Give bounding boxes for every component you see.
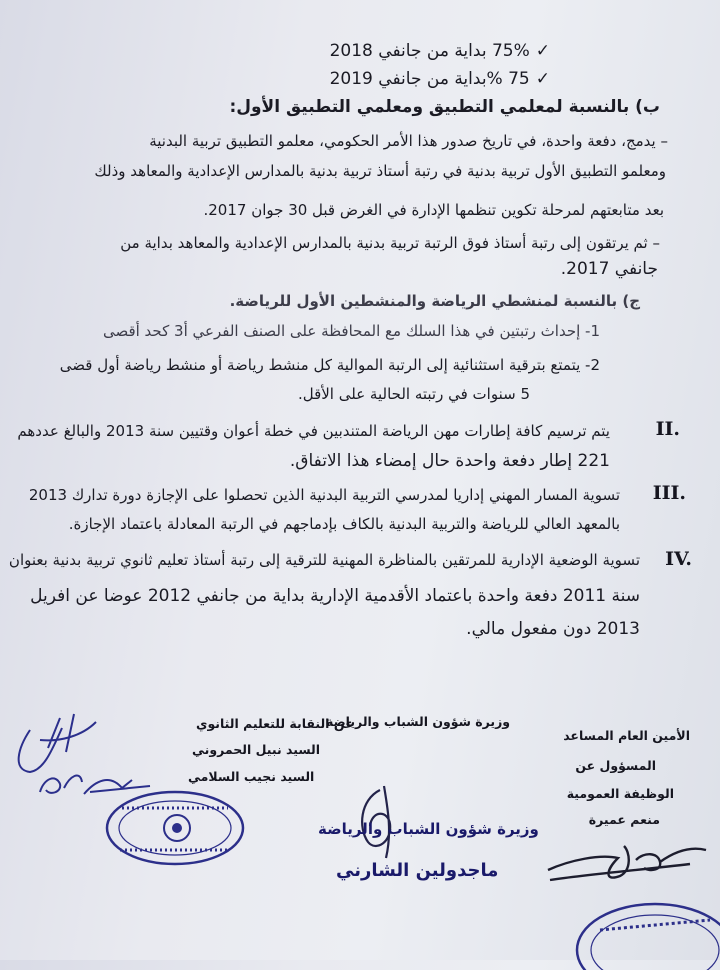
section-III-line2: بالمعهد العالي للرياضة والتربية البدنية بالكاف بإدماجهم في الرتبة المعادلة باعتماد الإجازة. xyxy=(68,515,620,533)
section-b-p1-line3: بعد متابعتهم لمرحلة تكوين تنظمها الإدارة في الغرض قبل 30 جوان 2017. xyxy=(203,201,664,219)
item-2019-text: 75 %بداية من جانفي 2019 xyxy=(329,69,530,89)
union-signature-title: عن النقابة للتعليم الثانوي xyxy=(196,716,354,731)
union-signatory-2: السيد نجيب السلامي xyxy=(188,769,315,784)
section-b-p1-line1: – يدمج، دفعة واحدة، في تاريخ صدور هذا الأمر الحكومي، معلمو التطبيق تربية البدنية xyxy=(149,132,668,150)
section-c-heading: ج) بالنسبة لمنشطي الرياضة والمنشطين الأول للرياضة. xyxy=(229,292,640,310)
section-b-p1-line2: ومعلمو التطبيق الأول تربية بدنية في رتبة أستاذ تربية بدنية بالمدارس الإعدادية والمعاهد وذلك xyxy=(94,162,666,180)
item-2018 xyxy=(330,40,550,62)
ministry-stamp-title: وزيرة شؤون الشباب والرياضة xyxy=(318,820,539,838)
item-2019 xyxy=(330,68,550,90)
section-c-item1: 1- إحداث رتبتين في هذا السلك مع المحافظة على الصنف الفرعي أ3 كحد أقصى xyxy=(102,322,600,340)
section-c-item2-line1: 2- يتمتع بترقية استثنائية إلى الرتبة الموالية كل منشط رياضة أو منشط رياضة أول قضى xyxy=(59,356,600,374)
section-b-p2-line2: جانفي 2017. xyxy=(560,259,658,279)
section-IV-line1: تسوية الوضعية الإدارية للمرتقين بالمناظرة المهنية للترقية إلى رتبة أستاذ تعليم ثانوي تربية بدنية بعنوان xyxy=(8,551,640,569)
checkmark-icon: ✓ xyxy=(535,41,550,61)
section-II-line2: 221 إطار دفعة واحدة حال إمضاء هذا الاتفاق. xyxy=(289,451,610,471)
union-signatory-1: السيد نبيل الحمروني xyxy=(192,742,321,757)
ministry-stamp-name: ماجدولين الشارني xyxy=(336,860,499,881)
section-c-item2-line2: 5 سنوات في رتبته الحالية على الأقل. xyxy=(297,385,530,403)
union-stamp xyxy=(100,788,250,868)
numeral-III: III. xyxy=(652,482,686,504)
section-IV-line2: سنة 2011 دفعة واحدة باعتماد الأقدمية الإدارية بداية من جانفي 2012 عوضا عن افريل xyxy=(30,586,640,606)
government-stamp xyxy=(560,890,720,970)
checkmark-icon: ✓ xyxy=(535,69,550,89)
government-responsibility-1: المسؤول عن xyxy=(575,758,656,773)
section-b-p2-line1: – ثم يرتقون إلى رتبة أستاذ فوق الرتبة تربية بدنية بالمدارس الإعدادية والمعاهد بداية من xyxy=(120,234,660,252)
government-responsibility-2: الوظيفة العمومية xyxy=(566,786,674,801)
section-III-line1: تسوية المسار المهني إداريا لمدرسي التربية البدنية الذين تحصلوا على الإجازة دورة تدارك 2013 xyxy=(28,486,620,504)
numeral-II: II. xyxy=(655,418,680,440)
numeral-IV: IV. xyxy=(665,548,692,570)
section-IV-line3: 2013 دون مفعول مالي. xyxy=(466,619,640,639)
section-b-heading: ب) بالنسبة لمعلمي التطبيق ومعلمي التطبيق الأول: xyxy=(229,97,660,117)
government-signatory-name: منعم عميرة xyxy=(588,812,660,827)
item-2018-text: 75% بداية من جانفي 2018 xyxy=(329,41,530,61)
ministry-signature-title: وزيرة شؤون الشباب والرياضة xyxy=(326,714,511,729)
government-signature-title: الأمين العام المساعد xyxy=(563,728,690,743)
section-II-line1: يتم ترسيم كافة إطارات مهن الرياضة المتندبين في خطة أعوان وقتيين سنة 2013 والبالغ عددهم xyxy=(17,422,610,440)
government-handwritten-signature xyxy=(540,830,720,890)
